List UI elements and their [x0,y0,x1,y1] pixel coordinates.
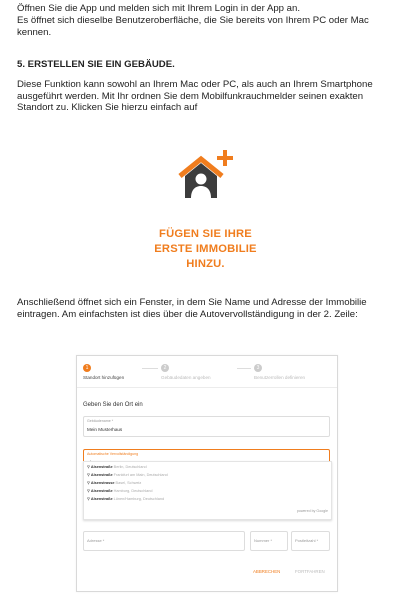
pin-icon: ⚲ [87,489,90,493]
autocomplete-label: Automatische Vervollständigung [87,452,139,456]
address-field[interactable] [83,531,245,551]
suggestion-item[interactable]: ⚲ Alsenstraße Berlin, Deutschland [87,465,147,469]
pin-icon: ⚲ [87,473,90,477]
building-name-field[interactable] [83,416,330,437]
step-2-label: Gebäudedaten angeben [161,375,211,380]
intro-line-2: Es öffnet sich dieselbe Benutzeroberfläche, die Sie bereits von Ihrem PC oder Mac kennen. [17,15,369,38]
zip-field[interactable] [291,531,330,551]
address-label: Adresse * [87,538,105,543]
add-house-icon[interactable] [177,146,243,208]
stepper-divider [77,387,337,388]
suggestion-item[interactable]: ⚲ Alsenstraße Hamburg, Deutschland [87,489,153,493]
step-3-circle: 3 [254,364,262,372]
suggestion-item[interactable]: ⚲ Alsenstrasse Basel, Schweiz [87,481,142,485]
pin-icon: ⚲ [87,481,90,485]
continue-button[interactable]: FORTFAHREN [295,569,325,574]
step-1-label: Standort hinzufügen [83,375,125,380]
intro-line-1: Öffnen Sie die App und melden sich mit Ihrem Login in der App an. [17,3,301,14]
cancel-button[interactable]: ABBRECHEN [253,569,281,574]
step-connector-2 [237,368,251,369]
powered-by-google: powered by Google [296,509,328,513]
step-3-label: Benutzerrollen definieren [254,375,306,380]
cta-line-3: HINZU. [186,258,225,270]
section-paragraph: Diese Funktion kann sowohl an Ihrem Mac oder PC, als auch an Ihrem Smartphone ausgeführt werden. Mit Ihr ordnen Sie dem Mobilfunkrauchmelder seinen exakten Standort zu. Klicken Sie hierzu einfach auf [17,79,373,113]
step-1-circle: 1 [83,364,91,372]
after-paragraph: Anschließend öffnet sich ein Fenster, in dem Sie Name und Adresse der Immobilie eintragen. Am einfachsten ist dies über die Autovervollständigung in der 2. Zeile: [17,297,367,320]
suggestion-dropdown [83,461,332,520]
suggestion-item[interactable]: ⚲ Alsenstraße Frankfurt am Main, Deutschland [87,473,168,477]
app-screenshot [76,355,338,592]
suggestion-item[interactable]: ⚲ Alsenstraße Lünen/Hamburg, Deutschland [87,497,165,501]
pin-icon: ⚲ [87,465,90,469]
building-name-value: Mein Musterhaus [87,427,123,432]
building-name-label: Gebäudename * [87,419,114,423]
step-connector-1 [142,368,158,369]
cta-line-1: FÜGEN SIE IHRE [159,228,252,240]
pin-icon: ⚲ [87,497,90,501]
zip-label: Postleitzahl * [295,538,319,543]
number-label: Nummer * [254,538,273,543]
cta-line-2: ERSTE IMMOBILIE [154,243,257,255]
number-field[interactable] [250,531,288,551]
step-2-circle: 2 [161,364,169,372]
form-title: Geben Sie den Ort ein [83,402,143,408]
section-heading: 5. ERSTELLEN SIE EIN GEBÄUDE. [17,59,175,70]
